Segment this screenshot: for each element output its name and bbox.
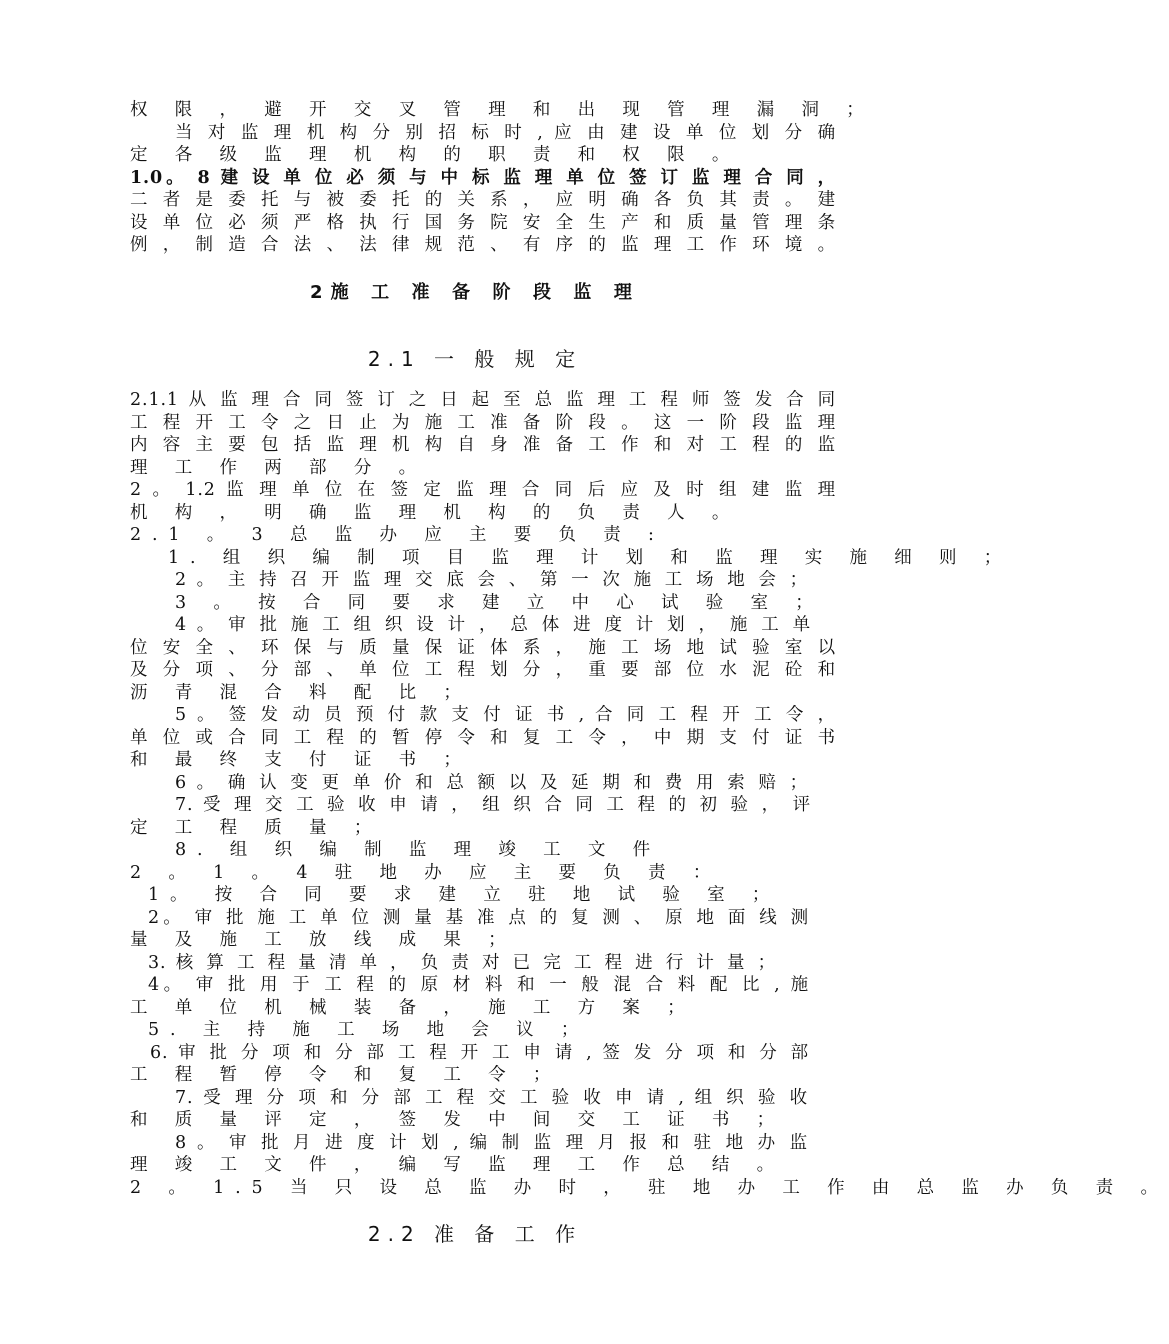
list-item: 1. 组 织 编 制 项 目 监 理 计 划 和 监 理 实 施 细 则 ；: [168, 548, 1013, 568]
text-line: 内 容 主 要 包 括 监 理 机 构 自 身 准 备 工 作 和 对 工 程 的 监: [130, 435, 836, 455]
text-line: 2 。 1.2 监 理 单 位 在 签 定 监 理 合 同 后 应 及 时 组 建 监 理: [130, 480, 836, 500]
list-item: 8. 组 织 编 制 监 理 竣 工 文 件: [175, 840, 662, 860]
list-item: 3 。 按 合 同 要 求 建 立 中 心 试 验 室 ；: [175, 593, 824, 613]
text-line: 2 。 1 。 4 驻 地 办 应 主 要 负 责 ：: [130, 863, 722, 883]
text-line: 2 。 1.5 当 只 设 总 监 办 时 ， 驻 地 办 工 作 由 总 监 办 负 责 。: [130, 1178, 1169, 1198]
text-line: 2.1 。 3 总 监 办 应 主 要 负 责 :: [130, 525, 665, 545]
text-line: 及 分 项 、 分 部 、 单 位 工 程 划 分 ， 重 要 部 位 水 泥 砼 和: [130, 660, 836, 680]
list-item: 2 。 主 持 召 开 监 理 交 底 会 、 第 一 次 施 工 场 地 会 ；: [175, 570, 808, 590]
text-line: 工 单 位 机 械 装 备 ， 施 工 方 案 ；: [130, 998, 696, 1018]
list-item: 5. 主 持 施 工 场 地 会 议 ；: [148, 1020, 590, 1040]
text-line: 单 位 或 合 同 工 程 的 暂 停 令 和 复 工 令 ， 中 期 支 付 证 书: [130, 728, 836, 748]
text-line: 2.1.1 从 监 理 合 同 签 订 之 日 起 至 总 监 理 工 程 师 签 发 合 同: [130, 390, 836, 410]
text-line: 工 程 开 工 令 之 日 止 为 施 工 准 备 阶 段 。 这 一 阶 段 监 理: [130, 413, 836, 433]
list-item: 4 。 审 批 施 工 组 织 设 计 ， 总 体 进 度 计 划 ， 施 工 单: [175, 615, 811, 635]
text-line: 量 及 施 工 放 线 成 果 ；: [130, 930, 517, 950]
text-line: 和 最 终 支 付 证 书 ；: [130, 750, 472, 770]
section-title: 2.1 一 般 规 定: [367, 347, 583, 371]
text-line: 当 对 监 理 机 构 分 别 招 标 时 , 应 由 建 设 单 位 划 分 确: [175, 123, 836, 143]
list-item: 2。 审 批 施 工 单 位 测 量 基 准 点 的 复 测 、 原 地 面 线 测: [148, 908, 809, 928]
text-line: 理 工 作 两 部 分 。: [130, 458, 427, 478]
list-item: 1。 按 合 同 要 求 建 立 驻 地 试 验 室 ；: [148, 885, 781, 905]
list-item: 5 。 签 发 动 员 预 付 款 支 付 证 书 , 合 同 工 程 开 工 令 ，: [175, 705, 836, 725]
list-item: 7. 受 理 分 项 和 分 部 工 程 交 工 验 收 申 请 , 组 织 验 收: [175, 1088, 808, 1108]
text-line: 1.0。 8 建 设 单 位 必 须 与 中 标 监 理 单 位 签 订 监 理 合 同 ，: [130, 168, 836, 188]
text-line: 定 工 程 质 量 ；: [130, 818, 383, 838]
list-item: 3. 核 算 工 程 量 清 单 ， 负 责 对 已 完 工 程 进 行 计 量 ；: [148, 953, 776, 973]
text-line: 位 安 全 、 环 保 与 质 量 保 证 体 系 ， 施 工 场 地 试 验 室 以: [130, 638, 836, 658]
list-item: 8 。 审 批 月 进 度 计 划 , 编 制 监 理 月 报 和 驻 地 办 监: [175, 1133, 808, 1153]
list-item: 6 。 确 认 变 更 单 价 和 总 额 以 及 延 期 和 费 用 索 赔 ；: [175, 773, 808, 793]
text-line: 例 ， 制 造 合 法 、 法 律 规 范 、 有 序 的 监 理 工 作 环 境 。: [130, 235, 836, 255]
text-line: 设 单 位 必 须 严 格 执 行 国 务 院 安 全 生 产 和 质 量 管 理 条: [130, 213, 836, 233]
text-line: 和 质 量 评 定 ， 签 发 中 间 交 工 证 书 ；: [130, 1110, 786, 1130]
text-line: 二 者 是 委 托 与 被 委 托 的 关 系 ， 应 明 确 各 负 其 责 。 建: [130, 190, 836, 210]
text-line: 机 构 ， 明 确 监 理 机 构 的 负 责 人 。: [130, 503, 741, 523]
list-item: 6. 审 批 分 项 和 分 部 工 程 开 工 申 请 , 签 发 分 项 和 分 部: [150, 1043, 809, 1063]
list-item: 7. 受 理 交 工 验 收 申 请 ， 组 织 合 同 工 程 的 初 验 ， 评: [175, 795, 811, 815]
text-line: 定 各 级 监 理 机 构 的 职 责 和 权 限 。: [130, 145, 741, 165]
text-line: 理 竣 工 文 件 ， 编 写 监 理 工 作 总 结 。: [130, 1155, 786, 1175]
text-line: 工 程 暂 停 令 和 复 工 令 ；: [130, 1065, 562, 1085]
text-line: 沥 青 混 合 料 配 比 ；: [130, 683, 472, 703]
list-item: 4。 审 批 用 于 工 程 的 原 材 料 和 一 般 混 合 料 配 比 , 施: [148, 975, 809, 995]
text-line: 权 限 ， 避 开 交 叉 管 理 和 出 现 管 理 漏 洞 ；: [130, 100, 875, 120]
section-title: 2.2 准 备 工 作: [367, 1222, 583, 1246]
chapter-title: 2施 工 准 备 阶 段 监 理: [310, 282, 640, 303]
